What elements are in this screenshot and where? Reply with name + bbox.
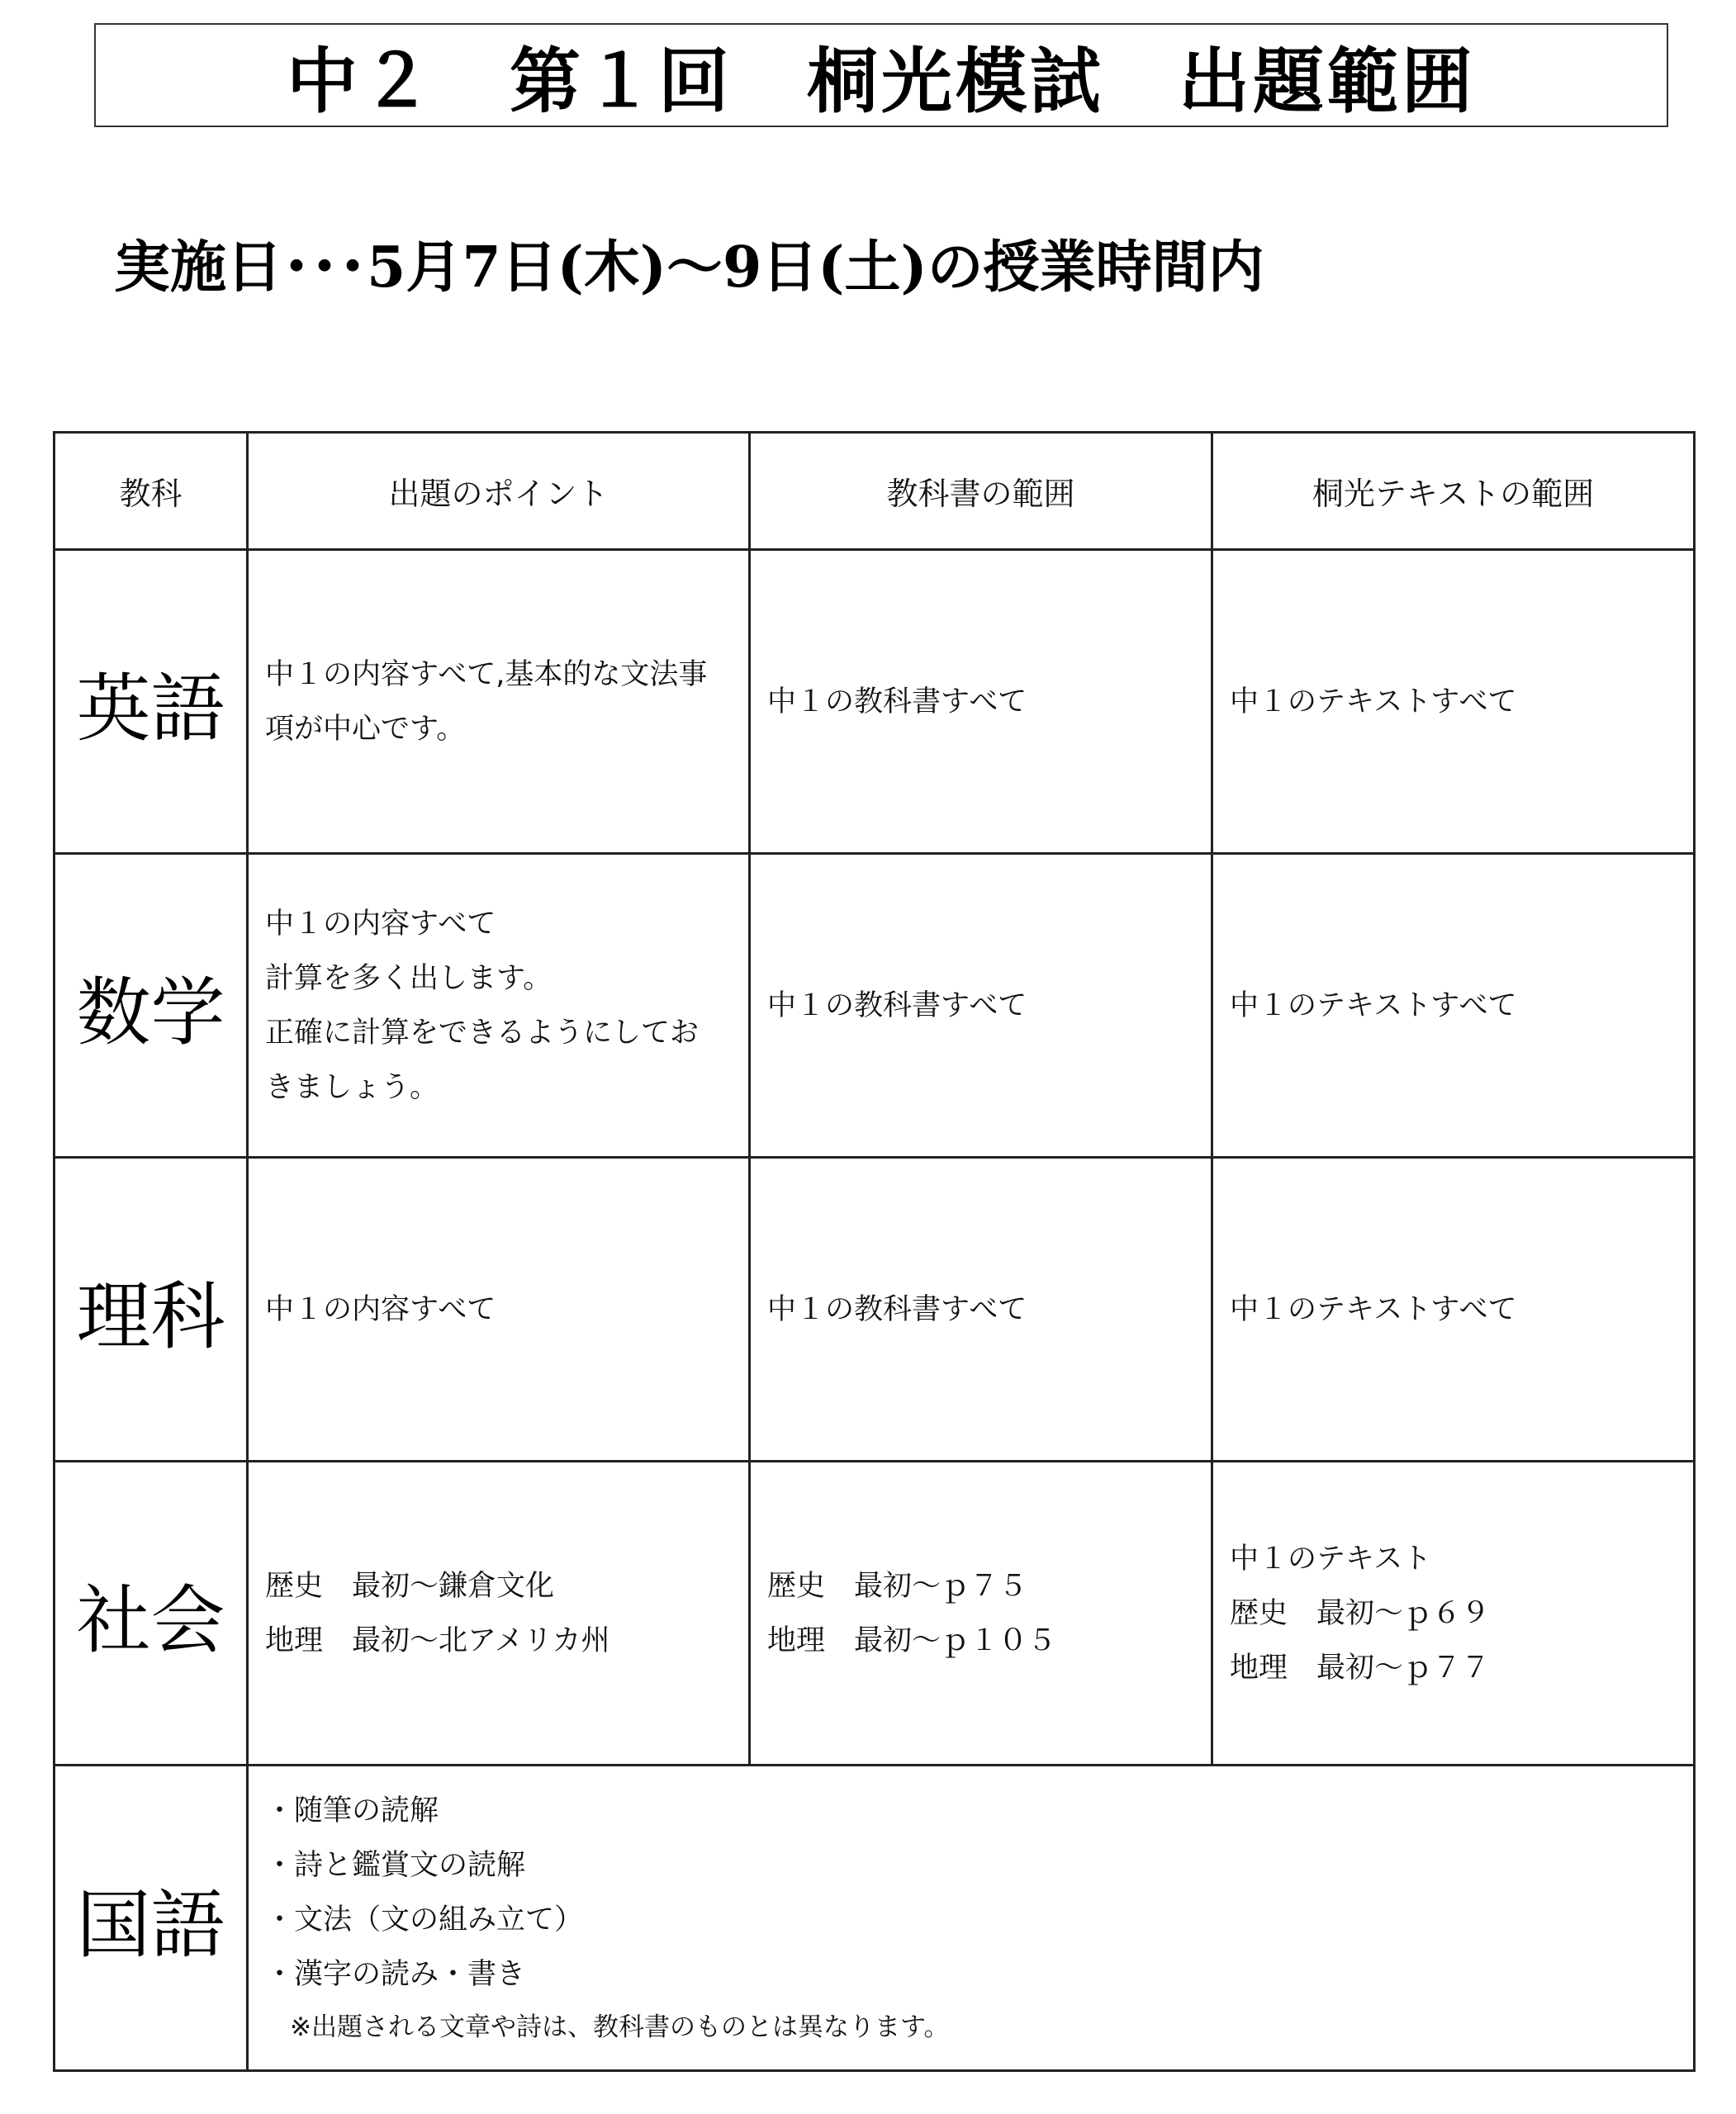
header-toko-text: 桐光テキストの範囲	[1212, 433, 1695, 550]
points-cell	[248, 550, 750, 854]
exam-range-table	[53, 431, 1696, 2072]
textbook-cell	[750, 550, 1212, 854]
textbook-cell	[750, 854, 1212, 1158]
japanese-points-cell	[248, 1766, 1695, 2071]
points-line: 歴史 最初～鎌倉文化	[265, 1569, 555, 1603]
textbook-cell	[750, 1158, 1212, 1462]
textbook-line: 歴史 最初～ｐ７５	[767, 1569, 1028, 1603]
points-line: きましょう。	[265, 1070, 439, 1104]
toko-text-line: 中１のテキストすべて	[1230, 988, 1517, 1022]
toko-text-cell	[1212, 550, 1695, 854]
toko-text-line: 中１のテキスト	[1230, 1542, 1432, 1576]
textbook-cell	[750, 1462, 1212, 1766]
exam-date: 実施日･･･5月7日(木)～9日(土)の授業時間内	[114, 235, 1264, 301]
points-line: 中１の内容すべて	[265, 1292, 496, 1326]
points-line: ・随筆の読解	[265, 1794, 439, 1827]
points-line: ・詩と鑑賞文の読解	[265, 1848, 526, 1882]
points-cell	[248, 1158, 750, 1462]
toko-text-line: 中１のテキストすべて	[1230, 1292, 1517, 1326]
header-textbook: 教科書の範囲	[750, 433, 1212, 550]
table-row-english	[55, 550, 1695, 854]
toko-text-cell	[1212, 1462, 1695, 1766]
points-line: 計算を多く出します。	[265, 961, 553, 995]
table-row-science	[55, 1158, 1695, 1462]
textbook-line: 地理 最初～ｐ１０５	[767, 1623, 1057, 1657]
points-line: ・文法（文の組み立て）	[265, 1903, 584, 1936]
textbook-line: 中１の教科書すべて	[767, 685, 1027, 718]
toko-text-line: 歴史 最初～ｐ６９	[1230, 1596, 1491, 1630]
subject-science: 理科	[55, 1158, 248, 1462]
header-points: 出題のポイント	[248, 433, 750, 550]
toko-text-cell	[1212, 1158, 1695, 1462]
subject-social: 社会	[55, 1462, 248, 1766]
points-line: 項が中心です。	[265, 712, 466, 746]
textbook-line: 中１の教科書すべて	[767, 988, 1027, 1022]
subject-math: 数学	[55, 854, 248, 1158]
textbook-line: 中１の教科書すべて	[767, 1292, 1027, 1326]
table-row-math	[55, 854, 1695, 1158]
table-row-social	[55, 1462, 1695, 1766]
subject-japanese: 国語	[55, 1766, 248, 2071]
points-line: 正確に計算をできるようにしてお	[265, 1016, 700, 1050]
table-row-japanese	[55, 1766, 1695, 2071]
points-cell	[248, 1462, 750, 1766]
toko-text-line: 地理 最初～ｐ７７	[1230, 1651, 1491, 1685]
header-subject: 教科	[55, 433, 248, 550]
title-box	[94, 23, 1668, 127]
points-line: 中１の内容すべて	[265, 907, 496, 941]
toko-text-line: 中１のテキストすべて	[1230, 685, 1517, 718]
points-line: ・漢字の読み・書き	[265, 1957, 526, 1991]
points-line: 中１の内容すべて,基本的な文法事	[265, 657, 708, 691]
toko-text-cell	[1212, 854, 1695, 1158]
points-cell	[248, 854, 750, 1158]
points-line: 地理 最初～北アメリカ州	[265, 1623, 610, 1657]
page-title: 中２ 第１回 桐光模試 出題範囲	[287, 40, 1476, 123]
table-header-row	[55, 433, 1695, 550]
japanese-note: ※出題される文章や詩は、教科書のものとは異なります。	[290, 2012, 950, 2042]
subject-english: 英語	[55, 550, 248, 854]
